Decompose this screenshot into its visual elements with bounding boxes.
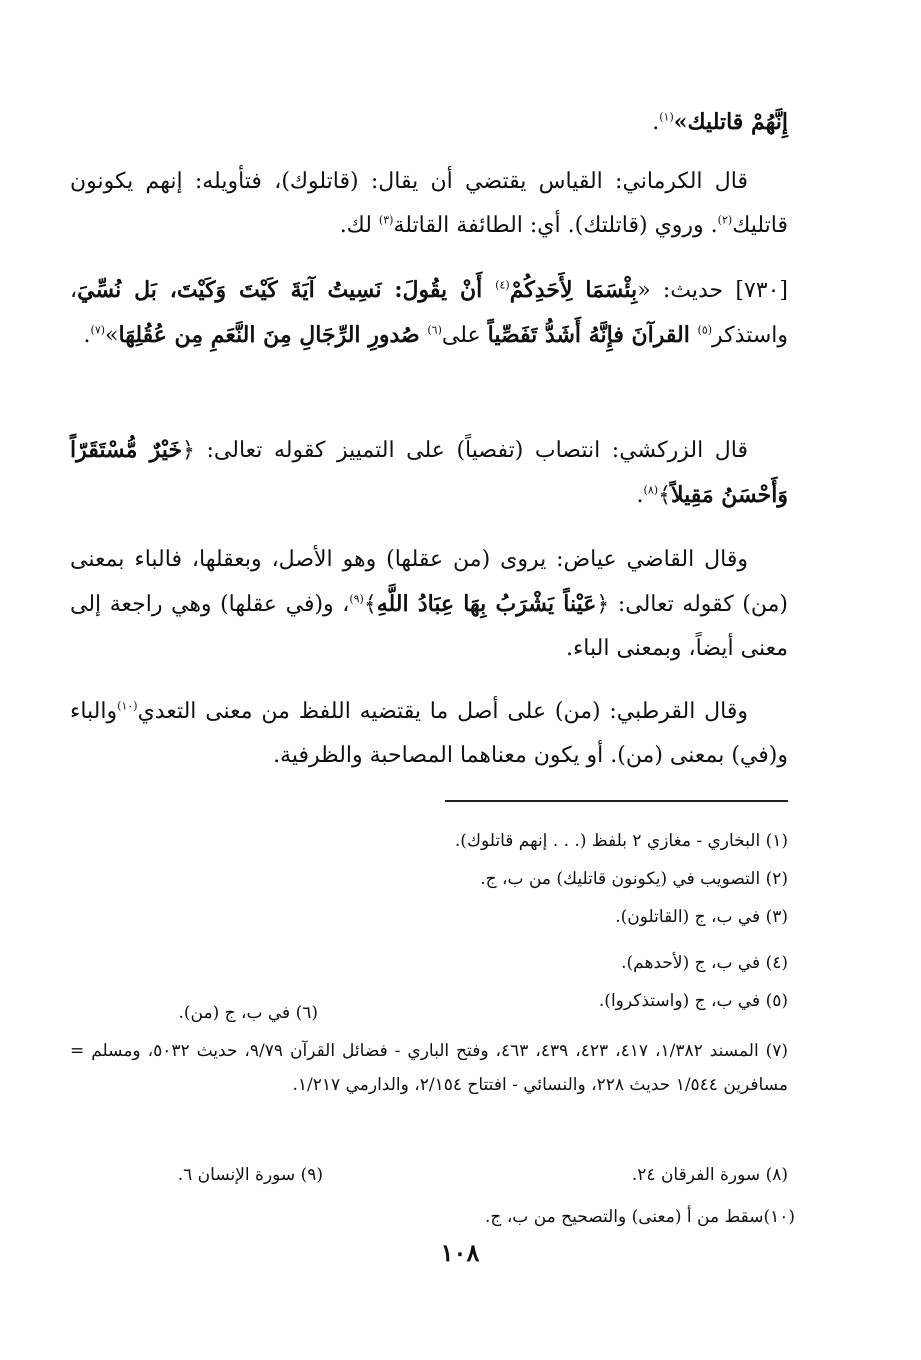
footnote-ref-6: (٦)	[427, 323, 442, 337]
paragraph-2	[70, 160, 788, 248]
hadith-text: بِئْسَمَا لِأَحَدِكُمْ	[509, 277, 638, 303]
footnote-5: (٥) في ب، ج (واستذكروا).	[598, 991, 788, 1011]
footnote-8: (٨) سورة الفرقان ٢٤.	[631, 1165, 788, 1185]
footnote-7: (٧) المسند ١/٣٨٢، ٤١٧، ٤٢٣، ٤٣٩، ٤٦٣، وفتح الباري - فضائل القرآن ٩/٧٩، حديث ٥٠٣٢، ومسلم = مسافرين ١/٥٤٤ حديث ٢٢٨، والنسائي - افتتاح ٢/١٥٤، والدارمي ١/٢١٧.	[70, 1041, 789, 1095]
footnote-1: (١) البخاري - مغازي ٢ بلفظ (. . . إنهم قاتلوك).	[454, 831, 788, 851]
paragraph-text: وقال القاضي عياض: يروى (من عقلها) وهو الأصل، وبعقلها، فالباء بمعنى (من) كقوله تعالى: ﴿	[70, 547, 788, 617]
hadith-text: إِنَّهُمْ قاتليك»	[673, 109, 788, 135]
page-number: ١٠٨	[440, 1238, 480, 1267]
paragraph-text: على	[441, 323, 488, 348]
quran-bracket: ﴾	[658, 483, 671, 508]
footnote-ref-1: (١)	[659, 110, 674, 124]
paragraph-text: لك.	[339, 213, 379, 238]
footnote-2: (٢) التصويب في (يكونون قاتليك) من ب، ج.	[480, 869, 788, 889]
hadith-text: صُدورِ الرِّجَالِ مِنَ النَّعَمِ مِن عُقُلِهَا	[118, 322, 428, 348]
hadith-number: [٧٣٠] حديث: «	[637, 278, 788, 303]
punctuation: .	[83, 323, 91, 348]
footnote-ref-3: (٣)	[378, 213, 394, 227]
paragraph-3	[70, 268, 788, 358]
paragraph-text: ، و(في عقلها) وهي راجعة إلى معنى أيضاً، وبمعنى الباء.	[70, 592, 788, 661]
footnote-ref-9: (٩)	[349, 592, 364, 606]
paragraph-text: والباء و(في) بمعنى (من). أو يكون معناهما المصاحبة والظرفية.	[70, 699, 788, 768]
footnote-9: (٩) سورة الإنسان ٦.	[177, 1165, 323, 1185]
paragraph-text: وقال القرطبي: (من) على أصل ما يقتضيه اللفظ من معنى التعدي	[137, 699, 748, 724]
footnote-separator	[445, 800, 788, 802]
footnote-10: (١٠)سقط من أ (معنى) والتصحيح من ب، ج.	[485, 1207, 795, 1227]
footnote-6: (٦) في ب، ج (من).	[178, 1003, 318, 1023]
paragraph-text: »	[105, 323, 119, 348]
paragraph-text: قال الكرماني: القياس يقتضي أن يقال: (قاتلوك)، فتأويله: إنهم يكونون قاتليك	[70, 169, 788, 238]
paragraph-text: قال الزركشي: انتصاب (تفصياً) على التمييز كقوله تعالى: ﴿	[182, 438, 748, 463]
footnote-ref-8: (٨)	[643, 483, 659, 497]
hadith-text: القرآنَ فإِنَّهُ أَشَدُّ تَفَصِّياً	[487, 322, 698, 348]
paragraph-4	[70, 428, 788, 518]
paragraph-text: ، واستذكر	[70, 278, 788, 348]
footnote-3: (٣) في ب، ج (القاتلون).	[615, 907, 788, 927]
hadith-text: أَنْ يقُولَ: نَسِيتُ آيَةَ كَيْتَ وَكَيْتَ، بَل نُسِّيَ	[77, 277, 496, 303]
footnote-ref-5: (٥)	[697, 323, 713, 337]
footnote-4: (٤) في ب، ج (لأحدهم).	[621, 953, 788, 973]
footnote-ref-7: (٧)	[90, 323, 106, 337]
paragraph-1	[70, 100, 788, 145]
quran-bracket: ﴾	[363, 592, 377, 617]
footnote-ref-4: (٤)	[495, 278, 510, 292]
footnote-ref-2: (٢)	[717, 213, 733, 227]
footnote-ref-10: (١٠)	[117, 699, 138, 713]
punctuation: .	[636, 483, 644, 508]
paragraph-text: . وروي (قاتلتك). أي: الطائفة القاتلة	[393, 213, 718, 238]
punctuation: .	[652, 110, 660, 135]
paragraph-6	[70, 690, 788, 778]
quran-verse: عَيْناً يَشْرَبُ بِهَا عِبَادُ اللَّهِ	[376, 591, 597, 617]
paragraph-5	[70, 538, 788, 671]
quran-verse: خَيْرٌ مُّسْتَقَرّاً وَأَحْسَنُ مَقِيلاً	[70, 437, 788, 508]
